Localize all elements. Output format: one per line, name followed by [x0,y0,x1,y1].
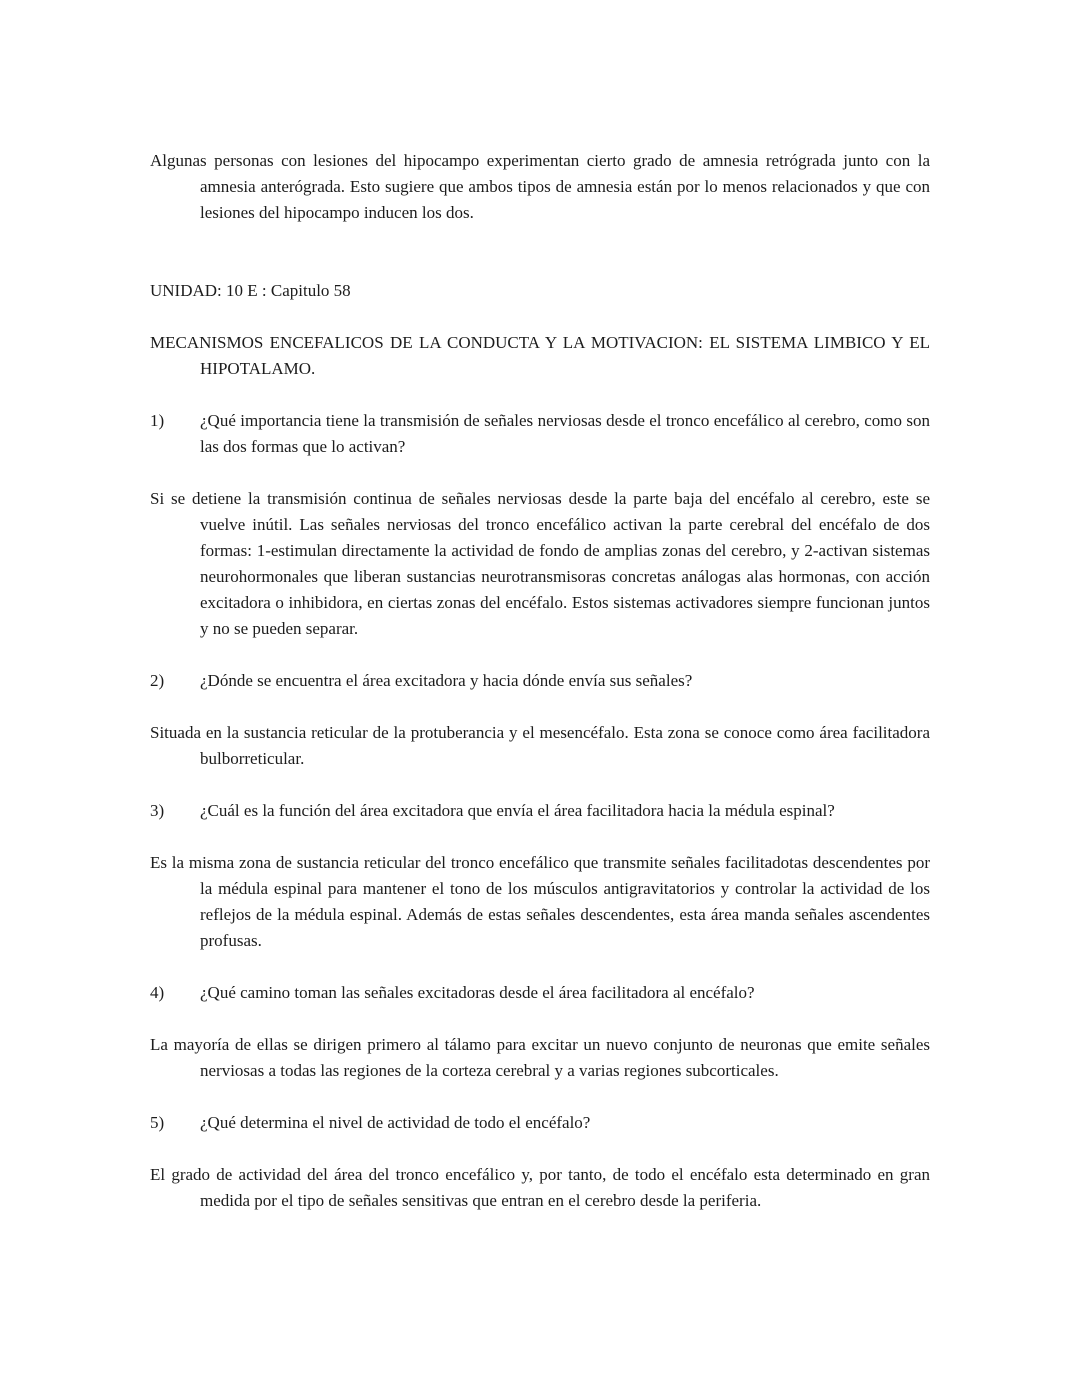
question-item [150,668,930,694]
question-text: ¿Cuál es la función del área excitadora que envía el área facilitadora hacia la médula espinal? [200,801,835,820]
question-item [150,980,930,1006]
question-item [150,798,930,824]
answer-paragraph: El grado de actividad del área del tronco encefálico y, por tanto, de todo el encéfalo esta determinado en gran medida por el tipo de señales sensitivas que entran en el cerebro desde la periferia. [150,1165,930,1210]
question-text: ¿Dónde se encuentra el área excitadora y hacia dónde envía sus señales? [200,671,693,690]
intro-paragraph: Algunas personas con lesiones del hipocampo experimentan cierto grado de amnesia retrógrada junto con la amnesia anterógrada. Esto sugiere que ambos tipos de amnesia están por lo menos relacionados y que con lesiones del hipocampo inducen los dos. [150,151,930,222]
answer-paragraph: Situada en la sustancia reticular de la protuberancia y el mesencéfalo. Esta zona se conoce como área facilitadora bulborreticular. [150,723,930,768]
question-number: 1) [150,411,165,430]
question-text: ¿Qué importancia tiene la transmisión de señales nerviosas desde el tronco encefálico al cerebro, como son las dos formas que lo activan? [200,411,930,456]
question-number: 5) [150,1113,165,1132]
question-number: 4) [150,983,165,1002]
answer-paragraph: Es la misma zona de sustancia reticular del tronco encefálico que transmite señales facilitadotas descendentes por la médula espinal para mantener el tono de los músculos antigravitatorios y controlar la actividad de los reflejos de la médula espinal. Además de estas señales descendentes, esta área manda señales ascendentes profusas. [150,853,930,950]
unit-heading: UNIDAD: 10 E : Capitulo 58 [150,281,351,300]
question-number: 2) [150,671,165,690]
question-item [150,408,930,460]
question-number: 3) [150,801,165,820]
answer-paragraph: La mayoría de ellas se dirigen primero al tálamo para excitar un nuevo conjunto de neuronas que emite señales nerviosas a todas las regiones de la corteza cerebral y a varias regiones subcorticales. [150,1035,930,1080]
question-item [150,1110,930,1136]
chapter-title: MECANISMOS ENCEFALICOS DE LA CONDUCTA Y LA MOTIVACION: EL SISTEMA LIMBICO Y EL HIPOTALAMO. [150,333,930,378]
answer-paragraph: Si se detiene la transmisión continua de señales nerviosas desde la parte baja del encéfalo al cerebro, este se vuelve inútil. Las señales nerviosas del tronco encefálico activan la parte cerebral del encéfalo de dos formas: 1-estimulan directamente la actividad de fondo de amplias zonas del cerebro, y 2-activan sistemas neurohormonales que liberan sustancias neurotransmisoras concretas análogas alas hormonas, con acción excitadora o inhibidora, en ciertas zonas del encéfalo. Estos sistemas activadores siempre funcionan juntos y no se pueden separar. [150,489,930,638]
question-text: ¿Qué determina el nivel de actividad de todo el encéfalo? [200,1113,591,1132]
question-text: ¿Qué camino toman las señales excitadoras desde el área facilitadora al encéfalo? [200,983,755,1002]
